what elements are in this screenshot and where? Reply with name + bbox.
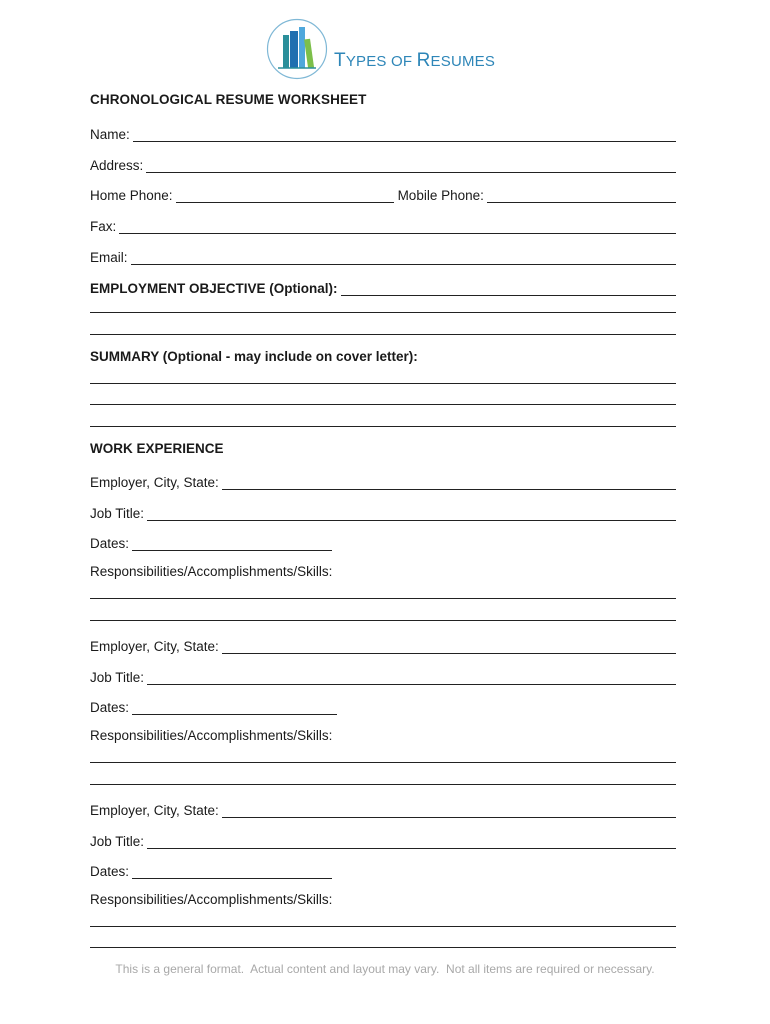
employer-row [90,636,676,654]
dates-row [90,861,676,879]
responsibilities-line[interactable] [90,926,676,927]
responsibilities-line[interactable] [90,620,676,621]
responsibilities-label: Responsibilities/Accomplishments/Skills: [90,564,333,579]
home-phone-label: Home Phone: [90,188,173,203]
dates-label: Dates: [90,700,130,715]
employer-row [90,472,676,490]
address-field[interactable] [146,158,676,173]
summary-line[interactable] [90,404,676,405]
dates-field[interactable] [132,536,332,551]
dates-label: Dates: [90,864,130,879]
objective-line[interactable] [90,334,676,335]
name-row [90,124,676,142]
email-field[interactable] [131,250,676,265]
address-label: Address: [90,158,144,173]
responsibilities-line[interactable] [90,784,676,785]
job-title-field[interactable] [147,670,676,685]
email-label: Email: [90,250,128,265]
job-title-label: Job Title: [90,506,145,521]
mobile-phone-label: Mobile Phone: [397,188,484,203]
summary-line[interactable] [90,383,676,384]
job-title-row [90,667,676,685]
job-title-row [90,503,676,521]
job-title-label: Job Title: [90,834,145,849]
employer-label: Employer, City, State: [90,803,219,818]
responsibilities-line[interactable] [90,947,676,948]
employer-field[interactable] [222,475,676,490]
employer-row [90,800,676,818]
mobile-phone-field[interactable] [487,188,676,203]
fax-field[interactable] [119,219,676,234]
objective-field[interactable] [341,281,676,296]
job-title-field[interactable] [147,834,676,849]
objective-line[interactable] [90,312,676,313]
books-logo-icon [266,18,328,80]
dates-field[interactable] [132,864,332,879]
email-row [90,247,676,265]
phone-row [90,185,676,203]
responsibilities-line[interactable] [90,762,676,763]
dates-label: Dates: [90,536,130,551]
employer-label: Employer, City, State: [90,475,219,490]
job-title-label: Job Title: [90,670,145,685]
dates-row [90,697,676,715]
fax-label: Fax: [90,219,117,234]
name-field[interactable] [133,127,676,142]
name-label: Name: [90,127,130,142]
responsibilities-line[interactable] [90,598,676,599]
responsibilities-label: Responsibilities/Accomplishments/Skills: [90,892,333,907]
employer-field[interactable] [222,803,676,818]
job-title-field[interactable] [147,506,676,521]
employer-field[interactable] [222,639,676,654]
address-row [90,155,676,173]
summary-label: SUMMARY (Optional - may include on cover letter): [90,349,418,364]
summary-line[interactable] [90,426,676,427]
fax-row [90,216,676,234]
dates-field[interactable] [132,700,337,715]
objective-label: EMPLOYMENT OBJECTIVE (Optional): [90,281,338,296]
responsibilities-label: Responsibilities/Accomplishments/Skills: [90,728,333,743]
home-phone-field[interactable] [176,188,394,203]
job-title-row [90,831,676,849]
objective-row [90,278,676,296]
employer-label: Employer, City, State: [90,639,219,654]
worksheet-title: CHRONOLOGICAL RESUME WORKSHEET [90,92,367,107]
logo-title: TYPES OF RESUMES [334,50,496,71]
work-experience-label: WORK EXPERIENCE [90,441,224,456]
dates-row [90,533,676,551]
footer-note: This is a general format. Actual content and layout may vary. Not all items are required or necessary. [115,962,655,976]
